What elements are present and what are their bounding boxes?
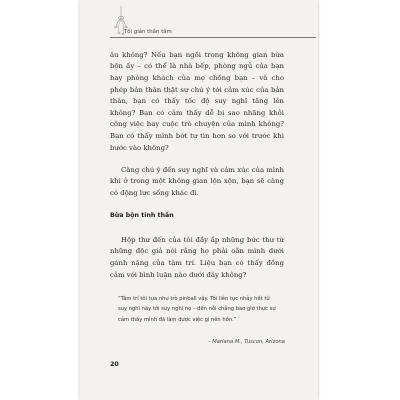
body-paragraph: Càng chú ý đến suy nghĩ và cảm xúc của mình khi ở trong một không gian lộn xộn, bạn sẽ càng có động lực sống khác đi.: [110, 165, 284, 198]
body-paragraph: âu không? Nếu bạn ngồi trong không gian bừa bộn ấy – có thể là nhà bếp, phòng ngủ của bạn hay phòng khách của mẹ chồng bạn – và cho phép bản thân thật sự chú ý tới cảm xúc của bản thân, bạn có thấy tốc độ suy nghĩ tăng lên không? Bạn có cảm thấy dễ bị sao nhãng khỏi công việc hay cuộc trò chuyện của mình không? Bạn có thấy mình bớt tự tin hơn so với trước khi bước vào không?: [110, 50, 284, 152]
book-page: [80, 0, 318, 400]
running-header-title: Tối giản thân tâm: [124, 29, 172, 35]
header-divider: [110, 37, 316, 38]
page-number: 20: [110, 361, 119, 368]
section-heading: Bừa bộn tinh thần: [110, 212, 174, 219]
quote-attribution: – Mariana M., Tuscon, Arizona: [208, 339, 285, 345]
section-paragraph: Hộp thư đến của tôi đầy ắp những bức thư từ những độc giả nói rằng họ phải oằn mình dưới gánh nặng của tâm trí. Liệu bạn có thấy đồng cảm với bình luận nào dưới đây không?: [110, 235, 284, 279]
reader-quote: “Tâm trí tôi tựa như trò pinball vậy. Tôi liên tục nhảy hết từ suy nghĩ này tới suy nghĩ nọ – đến nỗi chẳng bao giờ thực sự cảm thấy mình đã làm được việc gì nên hồn.”: [118, 296, 276, 323]
